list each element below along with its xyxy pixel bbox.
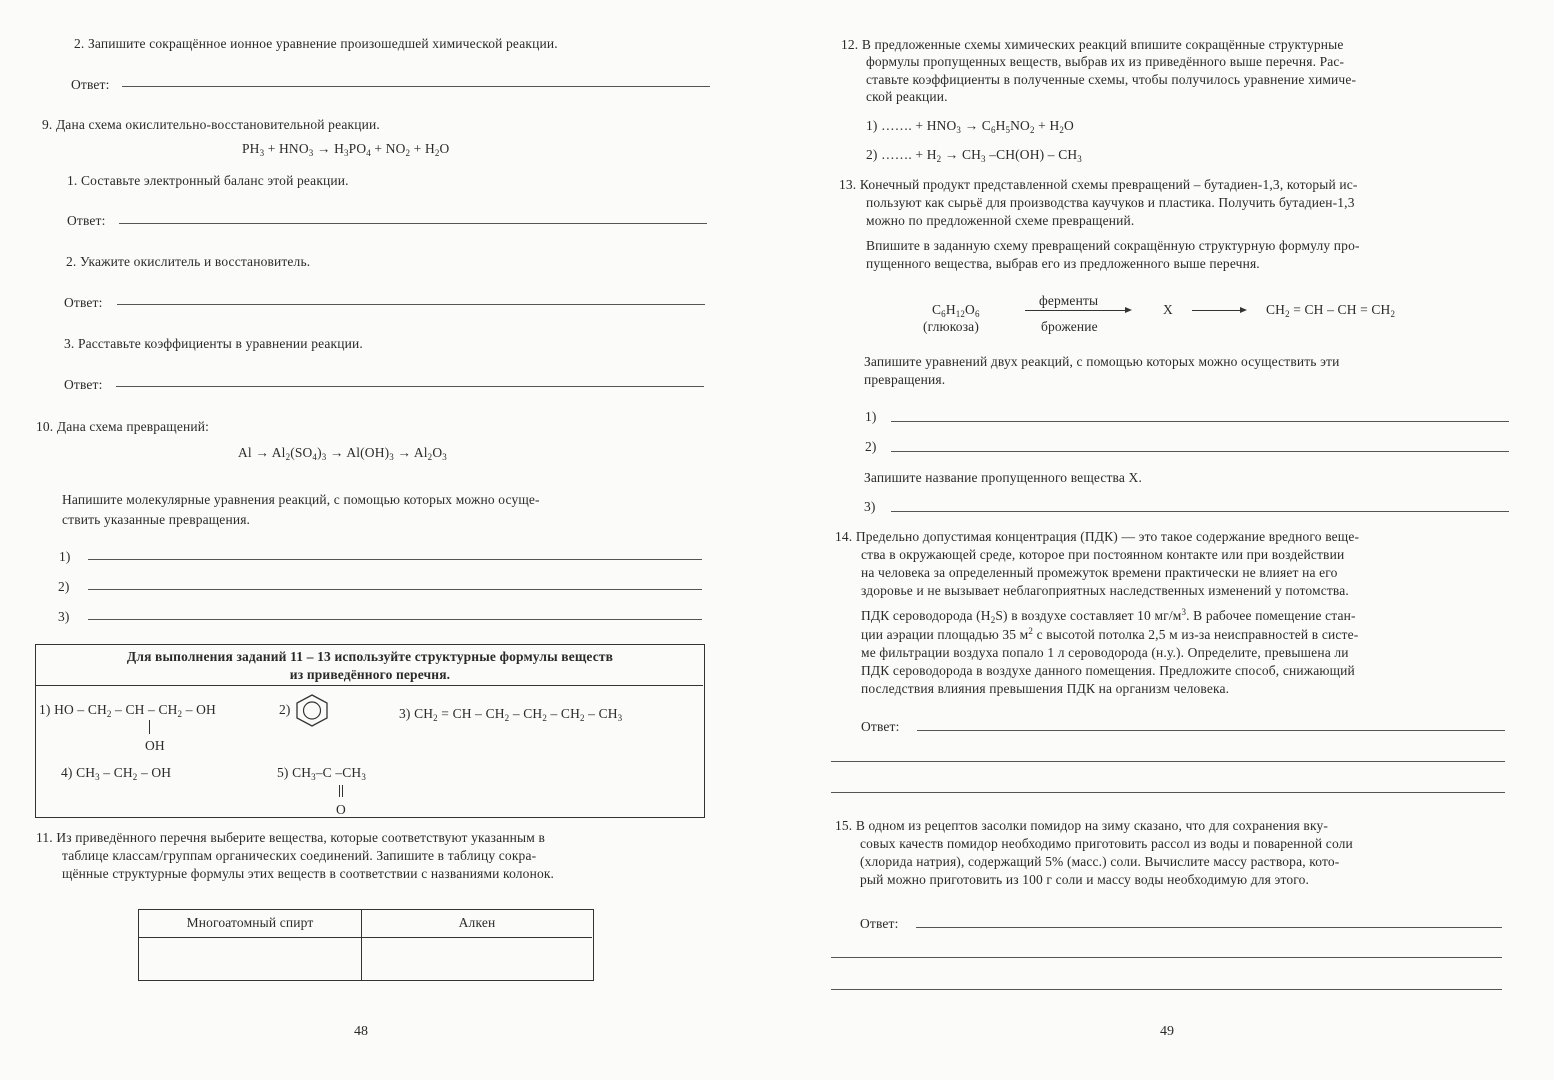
table-header-divider	[138, 937, 592, 938]
answer-line[interactable]	[891, 421, 1509, 422]
glucose-formula: $C_6H_{12}O_6$	[932, 302, 980, 319]
answer-label: Ответ:	[71, 77, 110, 92]
answer-label: Ответ:	[861, 719, 900, 734]
benzene-ring-icon	[294, 693, 330, 727]
formula-box-header: из приведённого перечня.	[289, 667, 451, 682]
table-header-polyol: Многоатомный спирт	[186, 915, 314, 930]
page-number: 48	[354, 1024, 368, 1039]
scheme-below-arrow: брожение	[1041, 319, 1098, 334]
q14-line6: ции аэрации площадью 35 $м^2$ с высотой потолка 2,5 м из-за неисправностей в систе-	[861, 626, 1359, 642]
answer-label: Ответ:	[860, 916, 899, 931]
q15-line2: совых качеств помидор необходимо приготовить рассол из воды и поваренной соли	[860, 836, 1353, 851]
answer-label: Ответ:	[64, 295, 103, 310]
page-number: 49	[1160, 1024, 1174, 1039]
answer-number: 2)	[58, 579, 70, 594]
table-header-alkene: Алкен	[458, 915, 496, 930]
double-bond	[339, 785, 343, 797]
answer-line[interactable]	[891, 511, 1509, 512]
q11-line3: щённые структурные формулы этих веществ в соответствии с названиями колонок.	[62, 866, 555, 881]
q11-line2: таблице классам/группам органических соединений. Запишите в таблицу сокра-	[62, 848, 537, 863]
answer-line[interactable]	[116, 386, 704, 387]
answer-line[interactable]	[891, 451, 1509, 452]
answer-line[interactable]	[831, 989, 1502, 990]
q14-line7: ме фильтрации воздуха попало 1 л сероводорода (н.у.). Определите, превышена ли	[861, 645, 1349, 660]
q14-line4: здоровье и не вызывает неблагоприятных наследственных изменений у потомства.	[861, 583, 1349, 598]
q8-sub2: 2. Запишите сокращённое ионное уравнение произошедшей химической реакции.	[74, 36, 558, 51]
formula-box-header: Для выполнения заданий 11 – 13 используйте структурные формулы веществ	[126, 649, 614, 664]
q14-line2: ства в окружающей среде, которое при постоянном контакте или при воздействии	[861, 547, 1345, 562]
answer-line[interactable]	[831, 761, 1505, 762]
q13-line8: Запишите название пропущенного вещества X.	[864, 470, 1142, 485]
formula-1: 1) HO – $CH_2$ – CH – $CH_2$ – OH	[39, 702, 216, 719]
q9-sub3: 3. Расставьте коэффициенты в уравнении реакции.	[64, 336, 363, 351]
q15-line3: (хлорида натрия), содержащий 5% (масс.) соли. Вычислите массу раствора, кото-	[860, 854, 1340, 869]
answer-line[interactable]	[88, 619, 702, 620]
scheme-arrow	[1025, 310, 1127, 311]
page-49	[777, 0, 1554, 1080]
q10-title: 10. Дана схема превращений:	[36, 419, 210, 434]
scheme-x: X	[1163, 302, 1173, 317]
q14-line5: ПДК сероводорода $(H_2S)$ в воздухе составляет 10 $мг/м^3$. В рабочее помещение стан-	[861, 607, 1356, 625]
glucose-name: (глюкоза)	[923, 319, 979, 334]
formula-4: 4) $CH_3 - CH_2$ – OH	[61, 765, 172, 782]
q12-reaction-2: 2) ……. + $H_2 \to CH_3$ $-CH(OH) - CH_3$	[866, 147, 1082, 164]
butadiene-formula: $CH_2$ = CH – CH = $CH_2$	[1266, 302, 1396, 319]
q15-line4: рый можно приготовить из 100 г соли и массу воды необходимую для этого.	[860, 872, 1310, 887]
q13-line2: пользуют как сырьё для производства каучуков и пластика. Получить бутадиен-1,3	[866, 195, 1355, 210]
answer-line[interactable]	[831, 957, 1502, 958]
q10-text-line2: ствить указанные превращения.	[62, 512, 251, 527]
formula-3: 3) $CH_2$ = CH – $CH_2 - CH_2 - CH_2 - CH_3$	[399, 706, 623, 723]
q12-reaction-1: 1) ……. + $HNO_3 \to C_6H_5NO_2 + H_2O$	[866, 118, 1074, 135]
answer-line[interactable]	[916, 927, 1502, 928]
answer-line[interactable]	[122, 86, 710, 87]
formula-5: 5) $CH_3-C$ $-CH_3$	[277, 765, 366, 782]
scheme-above-arrow: ферменты	[1039, 293, 1099, 308]
q15-line1: 15. В одном из рецептов засолки помидор на зиму сказано, что для сохранения вку-	[835, 818, 1329, 833]
answer-number: 1)	[59, 549, 71, 564]
q14-line8: ПДК сероводорода в воздухе данного помещения. Предложите способ, снижающий	[861, 663, 1355, 678]
q12-line1: 12. В предложенные схемы химических реакций впишите сокращённые структурные	[841, 37, 1344, 52]
q11-line1: 11. Из приведённого перечня выберите вещества, которые соответствуют указанным в	[36, 830, 545, 845]
scheme-arrow	[1192, 310, 1242, 311]
q13-line4: Впишите в заданную схему превращений сокращённую структурную формулу про-	[866, 238, 1360, 253]
answer-label: Ответ:	[67, 213, 106, 228]
q13-line6: Запишите уравнений двух реакций, с помощью которых можно осуществить эти	[864, 354, 1340, 369]
answer-line[interactable]	[88, 559, 702, 560]
answer-number: 1)	[865, 409, 877, 424]
answer-line[interactable]	[831, 792, 1505, 793]
q9-sub1: 1. Составьте электронный баланс этой реакции.	[67, 173, 349, 188]
q13-line7: превращения.	[864, 372, 946, 387]
answer-number: 3)	[864, 499, 876, 514]
table-cell-alkene[interactable]	[363, 939, 591, 979]
q12-line4: ской реакции.	[866, 89, 948, 104]
q9-sub2: 2. Укажите окислитель и восстановитель.	[66, 254, 311, 269]
bond-line	[149, 720, 150, 734]
formula-1-oh: OH	[145, 738, 165, 753]
answer-line[interactable]	[88, 589, 702, 590]
q14-line3: на человека за определенный промежуток времени практически не влияет на его	[861, 565, 1338, 580]
q10-scheme: $Al \to Al_2(SO_4)_3 \to Al(OH)_3 \to Al_2O_3$	[238, 445, 447, 462]
table-cell-polyol[interactable]	[140, 939, 360, 979]
formula-2-label: 2)	[279, 702, 291, 717]
answer-line[interactable]	[119, 223, 707, 224]
answer-number: 2)	[865, 439, 877, 454]
arrow-head-icon	[1125, 307, 1132, 313]
answer-line[interactable]	[117, 304, 705, 305]
q12-line2: формулы пропущенных веществ, выбрав их из приведённого выше перечня. Рас-	[866, 54, 1345, 69]
q10-text-line1: Напишите молекулярные уравнения реакций, с помощью которых можно осуще-	[62, 492, 540, 507]
formula-box-divider	[35, 685, 703, 686]
q13-line1: 13. Конечный продукт представленной схемы превращений – бутадиен-1,3, который ис-	[839, 177, 1358, 192]
formula-5-o: O	[336, 802, 346, 817]
q14-line9: последствия влияния превышения ПДК на организм человека.	[861, 681, 1230, 696]
q9-title: 9. Дана схема окислительно-восстановительной реакции.	[42, 117, 380, 132]
answer-label: Ответ:	[64, 377, 103, 392]
q12-line3: ставьте коэффициенты в полученные схемы, чтобы получилось уравнение химиче-	[866, 72, 1357, 87]
q9-equation: $PH_3 + HNO_3 \to H_3PO_4 + NO_2 + H_2O$	[242, 141, 450, 158]
q13-line3: можно по предложенной схеме превращений.	[866, 213, 1135, 228]
answer-number: 3)	[58, 609, 70, 624]
answer-line[interactable]	[917, 730, 1505, 731]
arrow-head-icon	[1240, 307, 1247, 313]
q13-line5: пущенного вещества, выбрав его из предложенного выше перечня.	[866, 256, 1260, 271]
q14-line1: 14. Предельно допустимая концентрация (ПДК) — это такое содержание вредного веще-	[835, 529, 1360, 544]
